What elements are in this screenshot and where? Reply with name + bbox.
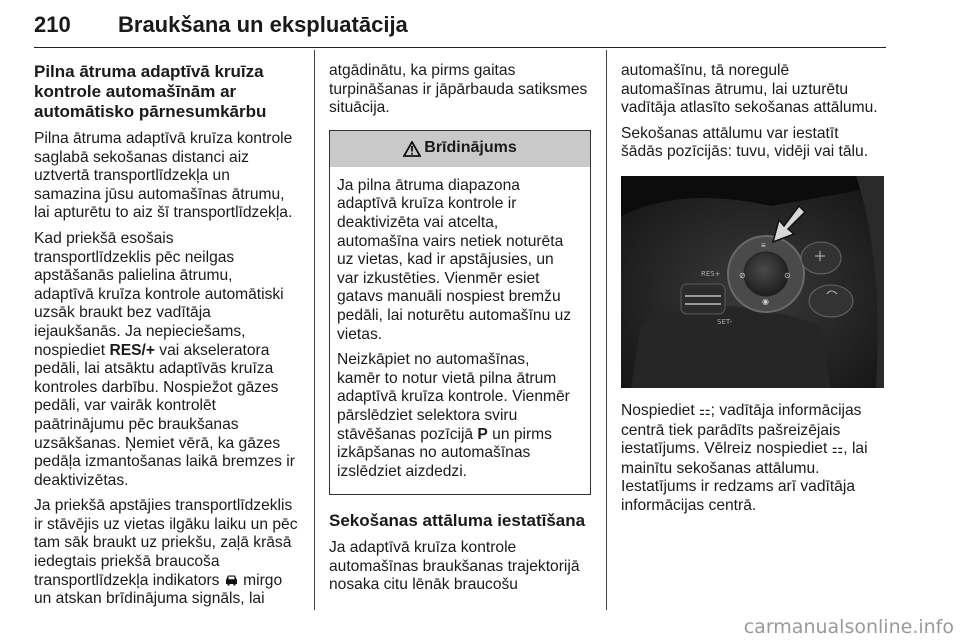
svg-text:⊘: ⊘ <box>739 270 746 280</box>
paragraph: Kad priekšā esošais transportlīdzeklis pēc neilgas apstāšanās palielina ātrumu, adaptīvā kruīza kontrole automātiski uzsāk braukt bez vadītāja iejaukšanās. Ja nepieciešams, nospiediet RES/+ vai akseleratora pedāli, lai atsāktu adaptīvās kruīza kontroles darbību. Nospiežot gāzes pedāli, var vairāk kontrolēt paātrinājumu pēc braukšanas uzsākšanas. Ņemiet vērā, ka gāzes pedāļa izmantošanas laikā bremzes ir deaktivizētas. <box>34 229 295 489</box>
paragraph: Ja priekšā apstājies transportlīdzeklis ir stāvējis uz vietas ilgāku laiku un pēc tam sāk braukt uz priekšu, zaļā krāsā iedegtais priekšā braucoša transportlīdzekļa indikators mirgo un atskan brīdinājuma signāls, lai <box>34 497 298 608</box>
section-heading: Pilna ātruma adaptīvā kruīza kontrole automašīnām ar automātisko pārnesumkārbu <box>34 62 267 121</box>
warning-title: Brīdinājums <box>424 139 517 157</box>
header-rule <box>34 47 886 48</box>
warning-triangle-icon <box>403 141 421 157</box>
warning-header <box>330 131 590 167</box>
column-divider <box>606 50 607 610</box>
paragraph: Nospiediet ⚏; vadītāja informācijas centrā tiek parādīts pašreizējais iestatījums. Vēlreiz nospiediet ⚏, lai mainītu sekošanas attālumu. Iestatījums ir redzams arī vadītāja informācijas centrā. <box>621 401 868 514</box>
subsection-heading: Sekošanas attāluma iestatīšana <box>329 511 586 531</box>
column-2 <box>329 62 591 602</box>
paragraph: Sekošanas attālumu var iestatīt šādās pozīcijās: tuvu, vidēji vai tālu. <box>621 124 869 161</box>
page-header <box>34 8 886 48</box>
paragraph: automašīnu, tā noregulē automašīnas ātrumu, lai uzturētu vadītāja atlasīto sekošanas attālumu. <box>621 62 878 117</box>
svg-text:◉: ◉ <box>762 296 769 306</box>
column-3 <box>621 62 889 523</box>
svg-text:⊙: ⊙ <box>784 270 791 280</box>
following-distance-icon: ⚏ <box>831 442 844 458</box>
res-button-label: RES/+ <box>109 341 155 359</box>
steering-wheel-controls-photo <box>621 176 884 388</box>
paragraph: Pilna ātruma adaptīvā kruīza kontrole saglabā sekošanas distanci aiz uztvertā transportlīdzekļa un samazina jūsu automašīnas ātrumu, lai apturētu to aiz šī transportlīdzekļa. <box>34 130 293 222</box>
paragraph: Neizkāpiet no automašīnas, kamēr to notur vietā pilna ātrum adaptīvā kruīza kontrole. Vienmēr pārslēdziet selektora sviru stāvēšanas pozīcijā P un pirms izkāpšanas no automašīnas izslēdziet aizdedzi. <box>337 351 570 480</box>
warning-body <box>330 167 590 495</box>
paragraph: Ja adaptīvā kruīza kontrole automašīnas braukšanas trajektorijā nosaka citu lēnāk braucošu <box>329 539 580 594</box>
warning-box <box>329 130 591 496</box>
steering-wheel-illustration <box>621 176 884 388</box>
res-label: RES+ <box>701 269 721 278</box>
chapter-title: Braukšana un ekspluatācija <box>118 12 408 37</box>
watermark: carmanualsonline.info <box>743 616 954 638</box>
svg-text:≡: ≡ <box>761 240 766 250</box>
following-distance-icon: ⚏ <box>699 403 711 419</box>
page-number: 210 <box>34 12 71 37</box>
paragraph: Ja pilna ātruma diapazona adaptīvā kruīza kontrole ir deaktivizēta vai atcelta, automašīna vairs netiek noturēta uz vietas, kad ir apstājusies, un var izkustēties. Vienmēr esiet gatavs manuāli nospiest bremžu pedāli, lai noturētu automašīnu uz vietas. <box>337 176 572 343</box>
paragraph: atgādinātu, ka pirms gaitas turpināšanas ir jāpārbauda satiksmes situācija. <box>329 62 588 117</box>
vehicle-ahead-icon <box>224 574 239 586</box>
column-1 <box>34 62 309 616</box>
park-position-label: P <box>477 425 488 443</box>
set-label: SET- <box>717 317 733 326</box>
column-divider <box>314 50 315 610</box>
